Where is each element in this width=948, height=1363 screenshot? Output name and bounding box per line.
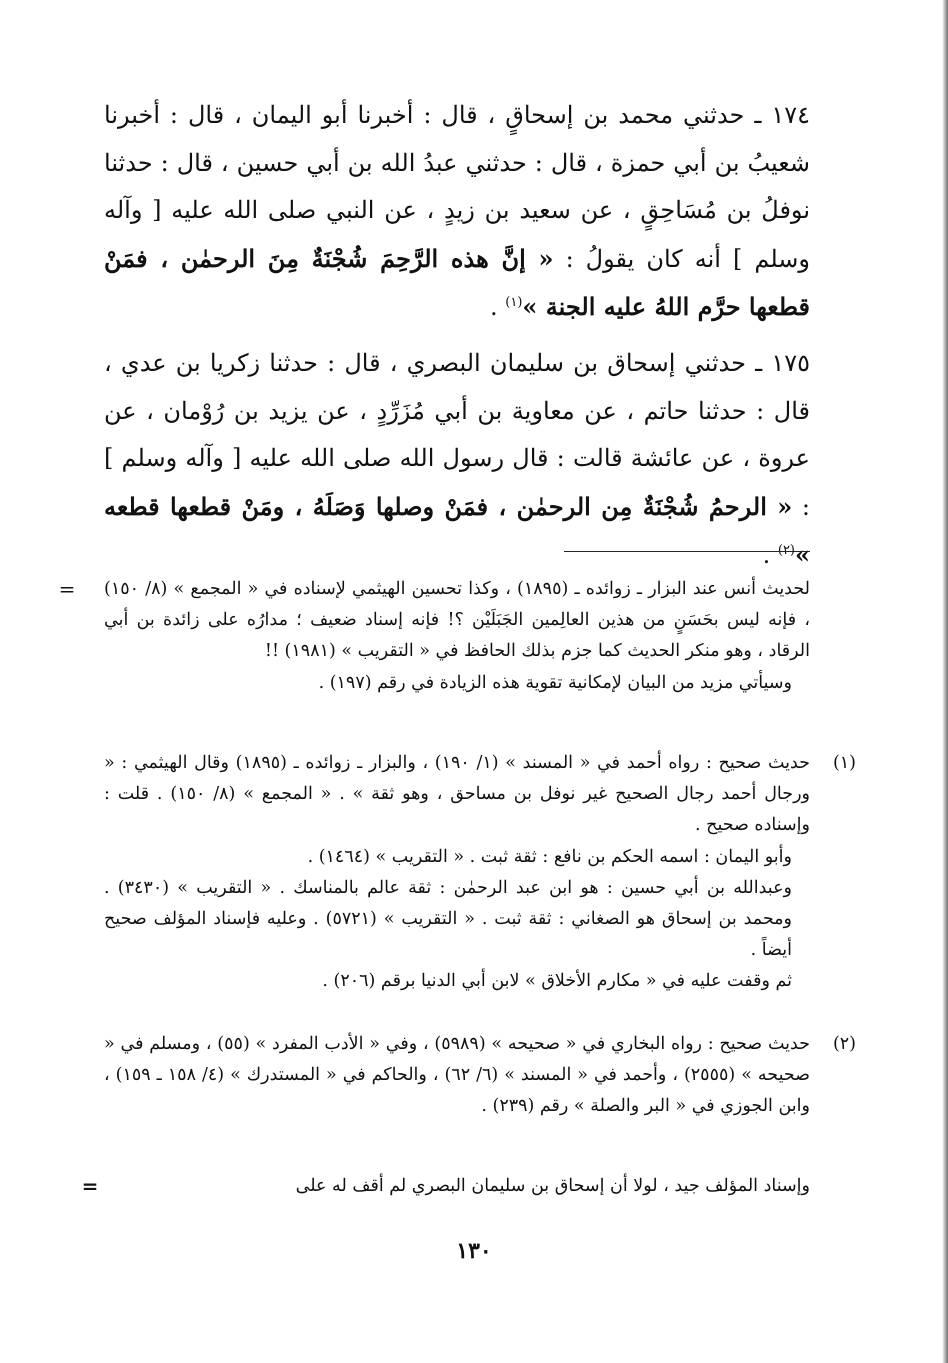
footnote-1-para-2: وأبو اليمان : اسمه الحكم بن نافع : ثقة ثبت . « التقريب » (١٤٦٤) . [307,846,792,867]
footnote-1-para-4: ثم وقفت عليه في « مكارم الأخلاق » لابن أبي الدنيا برقم (٢٠٦) . [322,971,792,992]
hadith-matn: « الرحمُ شُجْنَةٌ مِن الرحمٰن ، فمَنْ وصلها وَصَلَهُ ، ومَنْ قطعها قطعه » [104,491,810,570]
hadith-number: ١٧٤ ـ [754,101,811,129]
continuation-mark: = [58,577,76,601]
footnote-continued [104,574,810,699]
footnote-2-text: حديث صحيح : رواه البخاري في « صحيحه » (٥٩٨٩) ، وفي « الأدب المفرد » (٥٥) ، ومسلم في « صحيحه » (٢٥٥٥) ، وأحمد في « المسند » (٦/ ٦٢) ، والحاكم في « المستدرك » (٤/ ١٥٨ ـ ١٥٩) ، وابن الجوزي في « البر والصلة » رقم (٢٣٩) . [104,1034,811,1117]
hadith-matn: « إنَّ هذه الرَّحِمَ شُجْنَةٌ مِنَ الرحمٰن ، فمَنْ قطعها حرَّم اللهُ عليه الجنة » [104,243,810,322]
hadith-174-paragraph [104,92,810,332]
footnote-reference[interactable]: (٢) [777,543,795,559]
hadith-number: ١٧٥ ـ [755,349,810,377]
continuation-mark-end: = [81,1174,99,1198]
footnote-tail [96,1171,810,1202]
sentence-end: . [762,541,771,570]
footnote-2 [104,1029,856,1123]
footnote-continued-text: لحديث أنس عند البزار ـ زوائده ـ (١٨٩٥) ، وكذا تحسين الهيثمي لإسناده في « المجمع » (٨/ ١٥٠) ، فإنه ليس بحَسَنٍ من هذين العالِمين الجَبَلَيْن ؟! فإنه إسناد ضعيف ؛ مدارُه على زائدة بن أبي الرقاد ، وهو منكر الحديث كما جزم بذلك الحافظ في « التقريب » (١٩٨١) !! [104,579,810,662]
hadith-isnad: حدثني محمد بن إسحاقٍ ، قال : أخبرنا أبو اليمان ، قال : أخبرنا شعيبُ بن أبي حمزة ، قال : حدثني عبدُ الله بن أبي حسين ، قال : حدثنا نوفلُ بن مُسَاحِقٍ ، عن سعيد بن زيدٍ ، عن النبي صلى الله عليه [ وآله وسلم ] أنه كان يقولُ : [104,101,810,273]
footnote-1 [104,748,856,998]
footnote-separator [564,551,810,552]
footnote-continued-extra: وسيأتي مزيد من البيان لإمكانية تقوية هذه الزيادة في رقم (١٩٧) . [318,672,792,693]
page-edge-shadow [942,0,948,1363]
sentence-end: . [490,293,498,322]
hadith-isnad: حدثني إسحاق بن سليمان البصري ، قال : حدثنا زكريا بن عدي ، قال : حدثنا حاتم ، عن معاوية بن أبي مُزَرِّدٍ ، عن يزيد بن رُوْمان ، عن عروة ، عن عائشة قالت : قال رسول الله صلى الله عليه [ وآله وسلم ] : [104,349,810,521]
page-number: ١٣٠ [456,1238,492,1264]
footnote-1-para-3: وعبدالله بن أبي حسين : هو ابن عبد الرحمٰن : ثقة عالم بالمناسك . « التقريب » (٣٤٣٠) . ومحمد بن إسحاق هو الصغاني : ثقة ثبت . « التقريب » (٥٧٢١) . وعليه فإسناد المؤلف صحيح أيضاً . [104,877,792,961]
footnote-reference[interactable]: (١) [505,295,523,311]
footnote-marker: (٢) [832,1034,856,1054]
footnote-tail-text: وإسناد المؤلف جيد ، لولا أن إسحاق بن سليمان البصري لم أقف له على [295,1176,810,1196]
hadith-175 [104,340,810,580]
hadith-174 [104,92,810,332]
footnote-marker: (١) [832,753,856,773]
hadith-175-paragraph [104,340,810,580]
footnote-1-text: حديث صحيح : رواه أحمد في « المسند » (١/ ١٩٠) ، والبزار ـ زوائده ـ (١٨٩٥) وقال الهيثمي : « ورجال أحمد رجال الصحيح غير نوفل بن مساحق ، وهو ثقة » . « المجمع » (٨/ ١٥٠) . قلت : وإسناده صحيح . [104,753,811,836]
